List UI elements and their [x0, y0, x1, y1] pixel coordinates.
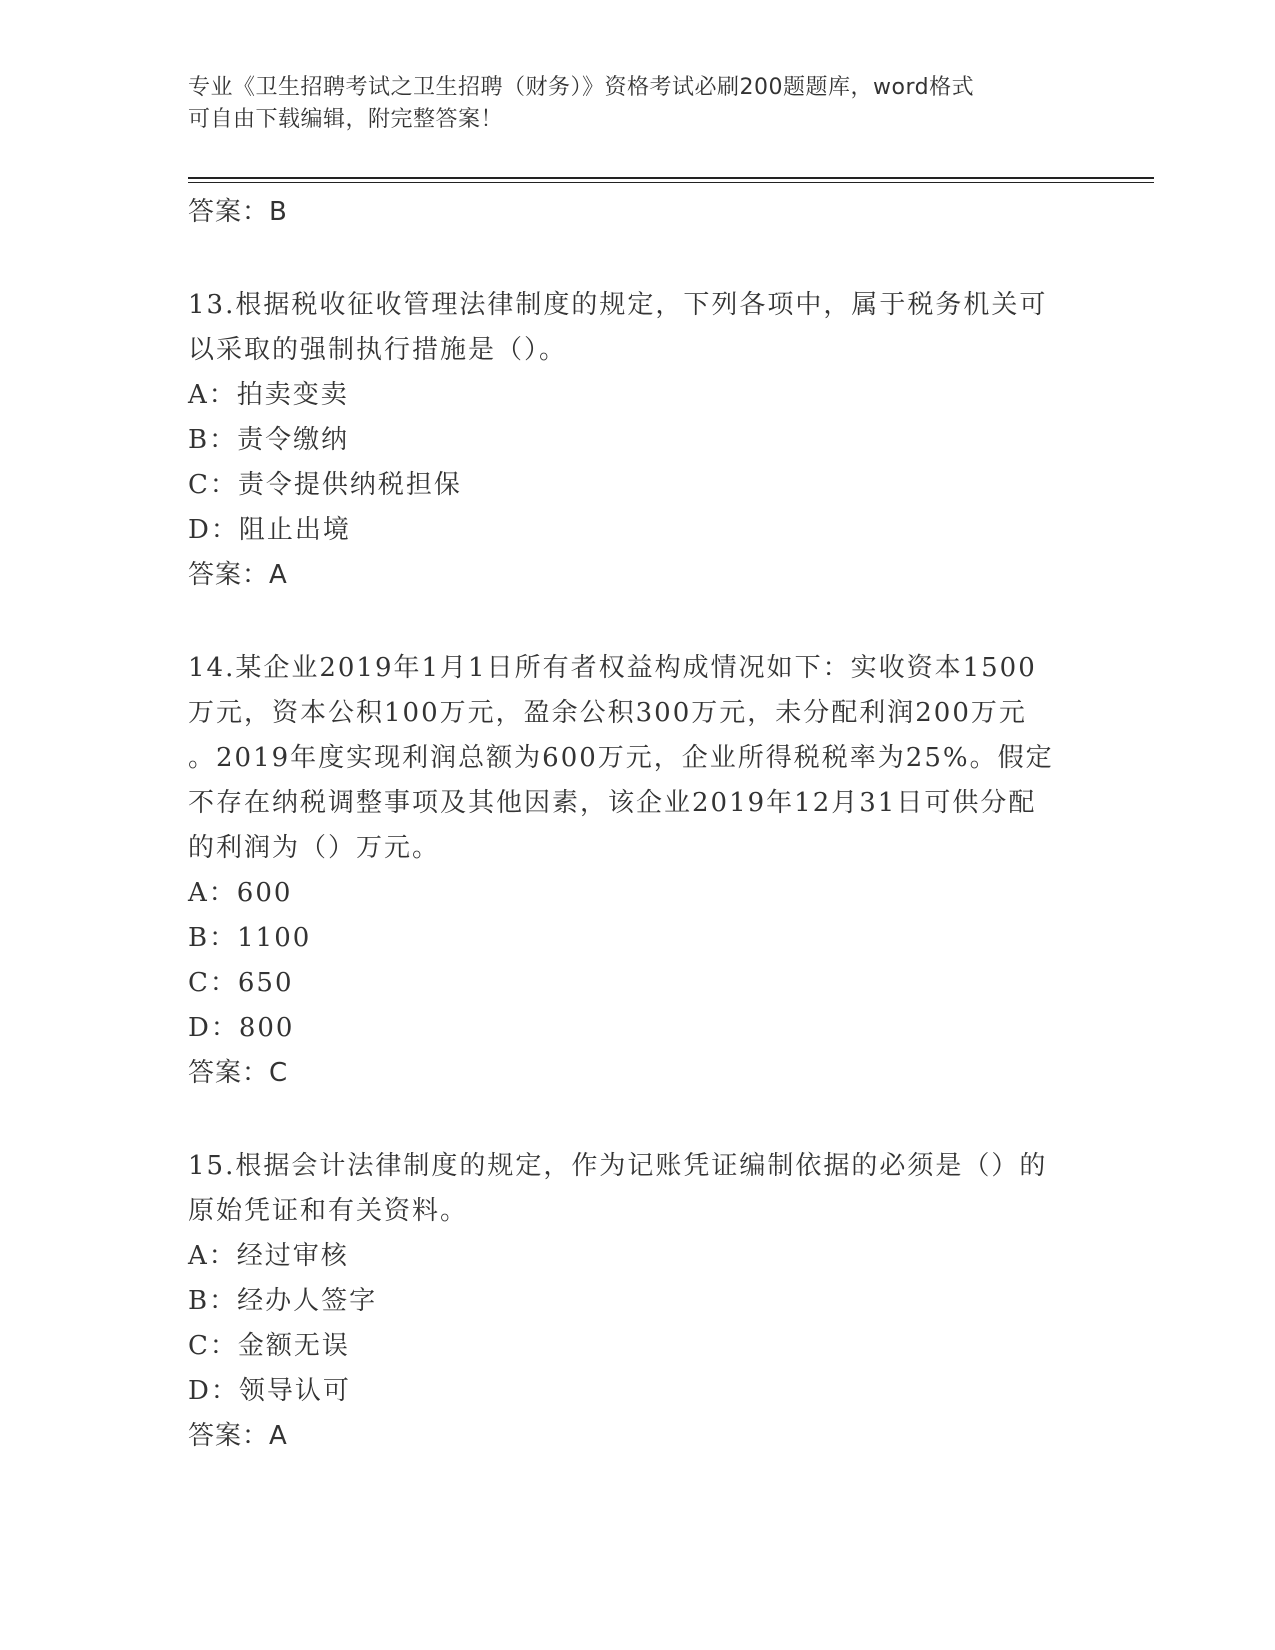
spacer [188, 235, 1088, 283]
option-a: A：拍卖变卖 [188, 380, 349, 410]
question-stem: 13.根据税收征收管理法律制度的规定，下列各项中，属于税务机关可 [188, 290, 1048, 320]
option-d: D：领导认可 [188, 1376, 351, 1406]
header-line-2: 可自由下载编辑，附完整答案！ [188, 107, 504, 132]
header-divider-thick [188, 177, 1154, 179]
option-a: A：经过审核 [188, 1241, 349, 1271]
question-stem: 的利润为（）万元。 [188, 833, 441, 863]
spacer [188, 1096, 1088, 1144]
question-stem: 15.根据会计法律制度的规定，作为记账凭证编制依据的必须是（）的 [188, 1151, 1048, 1181]
header-line-1: 专业《卫生招聘考试之卫生招聘（财务）》资格考试必刷200题题库，word格式 [188, 75, 975, 100]
answer-q12: 答案：B [188, 197, 288, 227]
option-a: A：600 [188, 878, 293, 908]
question-15 [188, 1144, 1088, 1459]
question-stem: 以采取的强制执行措施是（）。 [188, 335, 568, 365]
question-14 [188, 646, 1088, 1096]
option-d: D：阻止出境 [188, 515, 351, 545]
option-b: B：责令缴纳 [188, 425, 350, 455]
option-c: C：金额无误 [188, 1331, 350, 1361]
document-body [188, 190, 1088, 1459]
header-divider-thin [188, 182, 1154, 183]
option-b: B：1100 [188, 923, 312, 953]
answer-label: 答案：A [188, 560, 288, 590]
question-stem: 万元，资本公积100万元，盈余公积300万元，未分配利润200万元 [188, 698, 1027, 728]
question-stem: 原始凭证和有关资料。 [188, 1196, 469, 1226]
question-stem: 不存在纳税调整事项及其他因素，该企业2019年12月31日可供分配 [188, 788, 1037, 818]
option-d: D：800 [188, 1013, 295, 1043]
answer-label: 答案：A [188, 1421, 288, 1451]
answer-label: 答案：C [188, 1058, 289, 1088]
page-header [188, 72, 1088, 136]
question-stem: 。2019年度实现利润总额为600万元，企业所得税税率为25%。假定 [188, 743, 1054, 773]
question-13 [188, 283, 1088, 598]
option-b: B：经办人签字 [188, 1286, 378, 1316]
spacer [188, 598, 1088, 646]
option-c: C：责令提供纳税担保 [188, 470, 462, 500]
option-c: C：650 [188, 968, 294, 998]
question-stem: 14.某企业2019年1月1日所有者权益构成情况如下：实收资本1500 [188, 653, 1037, 683]
